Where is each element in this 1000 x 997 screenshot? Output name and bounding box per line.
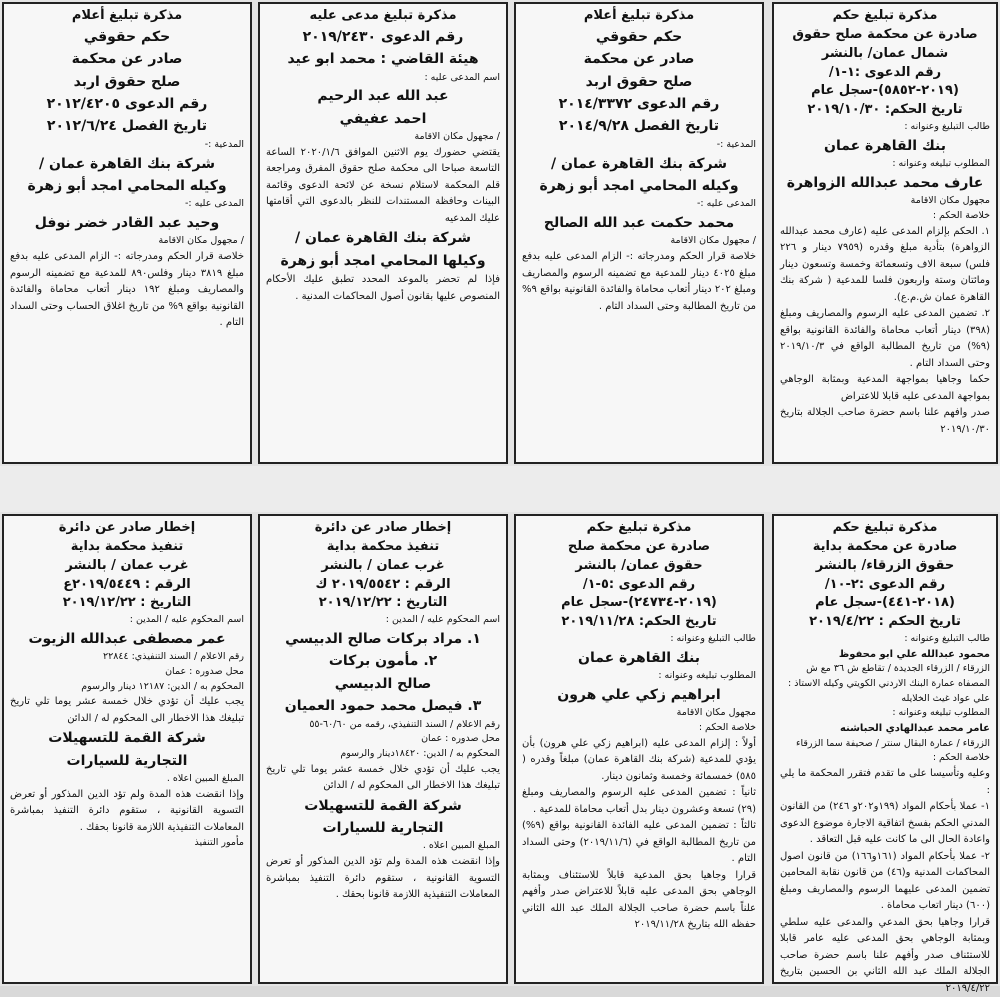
notice-heading-line: غرب عمان / بالنشر (65, 557, 189, 573)
notice-heading-line: تنفيذ محكمة بداية (70, 538, 184, 554)
notice-label: خلاصة الحكم : (932, 210, 990, 221)
notice-body-paragraph: ثالثاً : تضمين المدعى عليه الفائدة القانونية بواقع (٩%) من تاريخ المطالبة الواقع في (٢٠١٩/١١/٦) وحتى السداد التام . (522, 820, 756, 865)
notice-body-paragraph: ١- عملا بأحكام المواد (١٩٩و٢٠٢و ٢٤٦) من القانون المدني الحكم بفسخ اتفاقية الاجارة موضوع الدعوى واعادة الحال الى ما كانت عليه قبل التعاقد . (780, 801, 990, 846)
notice-label: طالب التبليغ وعنوانه : (670, 633, 756, 645)
notice-body-paragraph: ١. الحكم بإلزام المدعى عليه (عارف محمد عبدالله الزواهرة) بتأدية مبلغ وقدره (٧٩٥٩ دينار و ٢٢٦ فلس) سبعة الاف وتسعمائة وخمسة وتسعون دينار ومائتان وستة واربعون فلسا للمدعية ( شركة بنك القاهرة عمان ش.م.ع). (780, 225, 990, 303)
notice-name-line: ١. مراد بركات صالح الدبيسي (285, 630, 481, 647)
notice-name-line: حكم حقوقي (83, 28, 171, 45)
notice-name-line: وحيد عبد القادر خضر نوفل (34, 215, 220, 232)
notice-amman-judgment (514, 514, 764, 984)
notice-heading-line: حقوق الزرقاء/ بالنشر (815, 557, 955, 573)
notice-name-line: رقم الدعوى ٢٠١٤/٣٣٧٢ (558, 96, 720, 113)
notice-name-line: عبد الله عبد الرحيم (317, 88, 449, 105)
notice-label: المطلوب تبليغه وعنوانه : (892, 707, 990, 719)
notice-heading-line: صادرة عن محكمة صلح (567, 538, 711, 554)
notice-name-line: شركة القمة للتسهيلات (304, 797, 462, 814)
notice-body-paragraph: ثانياً : تضمين المدعى عليه الرسوم والمصاريف ومبلغ (٢٩) تسعة وعشرون دينار بدل أتعاب محاماة للمدعية . (522, 787, 756, 815)
notice-heading-line: تنفيذ محكمة بداية (326, 538, 440, 554)
notice-heading-line: تاريخ الحكم : ٢٠١٩/٤/٢٢ (809, 614, 961, 630)
notice-label: المبلغ المبين اعلاه . (166, 773, 244, 785)
notice-label: طالب التبليغ وعنوانه : (904, 121, 990, 133)
notice-name-line: التجارية للسيارات (322, 820, 444, 837)
notice-body-paragraph: أولاً : إلزام المدعى عليه (ابراهيم زكي علي هرون) بأن يؤدي للمدعية (شركة بنك القاهرة عمان) مبلغاً وقدره ( ٥٨٥) خمسمائة وخمسة وثمانون دينار. (522, 737, 756, 782)
notice-label: الزرقاء / الزرقاء الجديدة / تقاطع ش ٣٦ مع ش المصفاه عمارة البنك الاردني الكويتي وكيله الاستاذ : علي عواد غيث الخلايله (788, 663, 990, 704)
notice-body-paragraph: وإذا انقضت هذه المدة ولم تؤد الدين المذكور أو تعرض التسوية القانونية ، ستقوم دائرة التنفيذ بمباشرة المعاملات التنفيذية اللازمة قانونا بحقك . (266, 856, 500, 901)
notice-body-paragraph: قرارا وجاهيا بحق المدعية قابلاً للاستئناف وبمثابة الوجاهي بحق المدعى عليه قابلاً للاعتراض صدر وأفهم علناً باسم حضرة صاحب الجلالة الملك عبد الله الثاني حفظه الله بتاريخ ٢٠١٩/١١/٢٨ (522, 869, 756, 931)
notice-name-line: ابراهيم زكي علي هرون (557, 686, 721, 703)
notice-body-paragraph: صدر وافهم علنا باسم حضرة صاحب الجلالة بتاريخ ٢٠١٩/١٠/٣٠ (780, 407, 990, 435)
notice-heading-line: إخطار صادر عن دائرة (314, 520, 452, 535)
notice-name-line: صالح الدبيسي (334, 675, 432, 692)
notice-defendant-summons (258, 2, 508, 464)
notice-heading-line: مذكرة تبليغ حكم (586, 520, 692, 535)
notice-heading-line: مذكرة تبليغ حكم (832, 8, 938, 23)
notice-body-paragraph: حكما وجاهيا بمواجهة المدعية وبمثابة الوجاهي بمواجهة المدعى عليه قابلا للاعتراض (780, 374, 990, 402)
notice-label: الزرقاء / عمارة البقال سنتر / صحيفة سما الزرقاء (796, 737, 990, 749)
notice-execution-west-amman-1 (258, 514, 508, 984)
notice-name-line: شركة بنك القاهرة عمان / (39, 155, 215, 172)
notice-execution-west-amman-2 (2, 514, 252, 984)
notice-name-line: صلح حقوق اربد (585, 73, 693, 90)
notice-body-paragraph: يجب عليك أن تؤدي خلال خمسة عشر يوما تلي تاريخ تبليغك هذا الاخطار الى المحكوم له / الدائن (266, 763, 500, 792)
notice-label: المدعية :- (204, 138, 244, 150)
notice-heading-line: مذكرة تبليغ حكم (832, 520, 938, 535)
notice-name-line: شركة بنك القاهرة عمان / (551, 155, 727, 172)
notice-name-line: رقم الدعوى ٢٠١٢/٤٢٠٥ (46, 96, 208, 113)
notice-party-name: عامر محمد عبدالهادي الحباشنه (839, 723, 990, 735)
notice-body-paragraph: يجب عليك أن تؤدي خلال خمسة عشر يوما تلي تاريخ تبليغك هذا الاخطار الى المحكوم له / الدائن (10, 696, 244, 724)
notice-body-paragraph: ٢. تضمين المدعى عليه الرسوم والمصاريف ومبلغ (٣٩٨) دينار أتعاب محاماة والفائدة القانونية بواقع (٩%) من تاريخ المطالبة الواقع في ٢٠١٩/١٠/٣ وحتى السداد التام . (780, 308, 990, 369)
notice-heading-line: (٢٠١٩-٥٨٥٢)-سجل عام (811, 83, 959, 99)
notice-body-paragraph: خلاصة قرار الحكم ومدرجاته :- الزام المدعى عليه بدفع مبلغ ٣٨١٩ دينار وفلس٨٩٠ للمدعية مع تضمينه الرسوم والمصاريف ومبلغ ١٩٢ دينار أتعاب محاماة والفائدة القانونية بواقع ٩% من تاريخ اغلاق الحساب وحتى السداد التام . (10, 251, 245, 329)
notice-label: رقم الاعلام / السند التنفيذي، رقمه من ٦٠/٦٠-٥٥ (309, 718, 500, 730)
notice-heading-line: إخطار صادر عن دائرة (58, 520, 196, 535)
notice-heading-line: الرقم : ٢٠١٩/٥٥٤٢ ك (315, 576, 451, 592)
notice-north-amman-judgment (772, 2, 998, 464)
notice-name-line: صادر عن محكمة (71, 51, 183, 68)
notice-label: المطلوب تبليغه وعنوانه : (892, 158, 990, 170)
notice-label: المحكوم به / الدين: ١٨٤٢٠دينار والرسوم (340, 747, 500, 759)
notice-heading-line: رقم الدعوى :٢-١٠/ (824, 576, 946, 592)
divider-strip (0, 466, 1000, 512)
notice-party-name: محمود عبدالله علي ابو محفوظ (838, 648, 990, 660)
notice-heading-line: صادرة عن محكمة صلح حقوق (792, 26, 978, 42)
notice-heading-line: رقم الدعوى :٥-١/ (582, 576, 696, 592)
notice-name-line: عمر مصطفى عبدالله الزيوت (28, 630, 226, 647)
notice-name-line: التجارية للسيارات (66, 752, 188, 769)
notice-body-paragraph: فإذا لم تحضر بالموعد المحدد تطبق عليك الأحكام المنصوص عليها بقانون أصول المحاكمات المدنية . (266, 274, 500, 302)
notice-name-line: بنك القاهرة عمان (578, 649, 700, 666)
notice-label: / مجهول مكان الاقامة (670, 235, 756, 247)
notice-name-line: شركة القمة للتسهيلات (48, 730, 206, 747)
notice-heading-line: مذكرة تبليغ أعلام (583, 8, 695, 23)
notice-label: / مجهول مكان الاقامة (414, 131, 500, 143)
notice-heading-line: التاريخ : ٢٠١٩/١٢/٢٢ (62, 595, 192, 611)
notice-heading-line: رقم الدعوى :١-١/ (828, 64, 942, 80)
notice-name-line: صلح حقوق اربد (73, 73, 181, 90)
notice-heading-line: الرقم : ٢٠١٩/٥٤٤٩ع (63, 576, 191, 592)
notice-label: اسم المحكوم عليه / المدين : (385, 614, 500, 626)
notice-name-line: تاريخ الفصل ٢٠١٢/٦/٢٤ (46, 118, 208, 135)
notice-name-line: ٢. مأمون بركات (328, 653, 438, 670)
notice-name-line: هيئة القاضي : محمد ابو عيد (287, 51, 479, 68)
notice-body-paragraph: وإذا انقضت هذه المدة ولم تؤد الدين المذكور أو تعرض التسوية القانونية ، ستقوم دائرة التنفيذ بمباشرة المعاملات التنفيذية اللازمة قانونا بحقك . (10, 788, 244, 833)
notice-name-line: صادر عن محكمة (583, 51, 695, 68)
notice-label: خلاصة الحكم : (932, 752, 990, 764)
notice-name-line: ٣. فيصل محمد حمود العميان (284, 698, 482, 715)
notice-heading-line: مذكرة تبليغ أعلام (71, 8, 183, 23)
notice-heading-line: غرب عمان / بالنشر (321, 557, 445, 573)
notice-name-line: رقم الدعوى ٢٠١٩/٢٤٣٠ (302, 28, 464, 45)
notice-label: مأمور التنفيذ (194, 837, 244, 849)
notice-name-line: وكيله المحامي امجد أبو زهرة (27, 177, 227, 194)
notice-label: خلاصة الحكم : (698, 722, 756, 733)
notice-body-paragraph: وعليه وتأسيسا على ما تقدم فتقرر المحكمة ما يلي : (780, 768, 990, 796)
notice-label: رقم الاعلام / السند التنفيذي: ٢٢٨٤٤ (103, 651, 244, 663)
notice-zarqa-judgment (772, 514, 998, 994)
notice-heading-line: مذكرة تبليغ مدعى عليه (309, 8, 457, 23)
notice-name-line: شركة بنك القاهرة عمان / (295, 230, 471, 247)
notice-name-line: عارف محمد عبدالله الزواهرة (786, 174, 984, 191)
notice-body-paragraph: ٢- عملا بأحكام المواد (١٦١و١٦٦) من قانون اصول المحاكمات المدنية و(٤٦) من قانون نقابة المحامين تضمين المدعى عليهما الرسوم والمصاريف ومبلغ (٦٠٠) دينار اتعاب محاماة . (780, 850, 990, 912)
notice-name-line: وكيله المحامي امجد أبو زهرة (539, 177, 739, 194)
notice-heading-line: (٢٠١٩-٢٤٧٣٤)-سجل عام (561, 595, 717, 611)
notice-label: / مجهول مكان الاقامة (158, 235, 244, 247)
notice-name-line: محمد حكمت عبد الله الصالح (543, 215, 735, 232)
notice-label: محل صدوره : عمان (165, 666, 244, 678)
notice-label: اسم المدعى عليه : (424, 71, 500, 83)
notice-heading-line: حقوق عمان/ بالنشر (575, 557, 703, 573)
notice-label: مجهول مكان الاقامة (910, 195, 990, 207)
notice-label: المطلوب تبليغه وعنوانه : (658, 670, 756, 682)
notice-heading-line: (٢٠١٨-٤٤١)-سجل عام (815, 595, 955, 611)
notice-label: المدعى عليه :- (696, 198, 756, 210)
notice-label: اسم المحكوم عليه / المدين : (129, 614, 244, 626)
notice-label: طالب التبليغ وعنوانه : (904, 633, 990, 645)
notice-name-line: بنك القاهرة عمان (824, 137, 946, 154)
notice-label: المدعى عليه :- (184, 198, 244, 210)
notice-irbid-judgment-2012 (2, 2, 252, 464)
notice-label: مجهول مكان الاقامة (676, 707, 756, 719)
notice-heading-line: التاريخ : ٢٠١٩/١٢/٢٢ (318, 595, 448, 611)
notice-body-paragraph: قرارا وجاهيا بحق المدعي والمدعى عليه سلطي وبمثابة الوجاهي بحق المدعى عليه عامر قابلا للاستئناف صدر وأفهم علنا باسم حضرة صاحب الجلالة الملك عبد الله الثاني بن الحسين بتاريخ ٢٠١٩/٤/٢٢ (780, 916, 990, 994)
notice-label: المبلغ المبين اعلاه . (422, 840, 500, 852)
notice-heading-line: صادرة عن محكمة بداية (812, 538, 958, 554)
notice-name-line: تاريخ الفصل ٢٠١٤/٩/٢٨ (558, 118, 720, 135)
notice-name-line: وكيلها المحامي امجد أبو زهرة (280, 252, 486, 269)
notice-name-line: احمد عفيفي (339, 110, 427, 127)
notice-label: محل صدوره : عمان (421, 733, 500, 745)
notice-label: المحكوم به / الدين: ١٢١٨٧ دينار والرسوم (81, 680, 244, 692)
notice-heading-line: تاريخ الحكم: ٢٠١٩/١١/٢٨ (561, 614, 717, 630)
notice-heading-line: شمال عمان/ بالنشر (821, 45, 949, 61)
notice-body-paragraph: يقتضي حضورك يوم الاثنين الموافق ٢٠٢٠/١/٦ الساعة التاسعة صباحا الى محكمة صلح حقوق المفرق ومراجعة قلم المحكمة لاستلام نسخة عن لائحة الدعوى وقائمة البينات وحافظة المستندات للنظر بالدعوى التي أقامتها عليك المدعيه (266, 146, 500, 224)
notice-label: المدعية :- (716, 138, 756, 150)
notice-heading-line: تاريخ الحكم: ٢٠١٩/١٠/٣٠ (807, 102, 963, 118)
notice-irbid-judgment-2014 (514, 2, 764, 464)
notice-body-paragraph: خلاصة قرار الحكم ومدرجاته :- الزام المدعى عليه بدفع مبلغ ٤٠٢٥ دينار للمدعية مع تضمينه الرسوم والمصاريف ومبلغ ٢٠٢ دينار أتعاب محاماة والفائدة القانونية بواقع ٩% من تاريخ المطالبة وحتى السداد التام . (522, 251, 756, 312)
notice-name-line: حكم حقوقي (595, 28, 683, 45)
